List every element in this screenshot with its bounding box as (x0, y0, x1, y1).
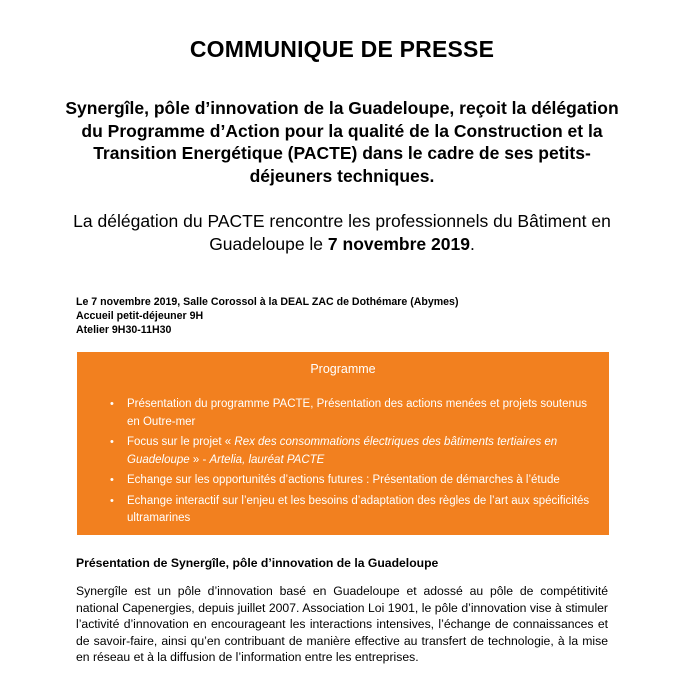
list-item-text: Echange sur les opportunités d’actions futures : Présentation de démarches à l’étude (127, 474, 560, 486)
event-info (76, 295, 636, 337)
list-item-text: Echange interactif sur l’enjeu et les besoins d’adaptation des règles de l’art aux spécificités ultramarines (127, 494, 590, 524)
bullet-icon: • (110, 436, 114, 448)
list-item-prefix: Focus sur le projet « (127, 436, 235, 448)
list-item-italic: Rex des consommations électriques des bâtiments tertiaires en Guadeloupe (127, 436, 558, 466)
event-info-line: Atelier 9H30-11H30 (76, 324, 172, 336)
event-info-line: Le 7 novembre 2019, Salle Corossol à la DEAL ZAC de Dothémare (Abymes) (76, 296, 459, 308)
lead-text: La délégation du PACTE rencontre les professionnels du Bâtiment en Guadeloupe le (73, 211, 611, 254)
lead-date: 7 novembre 2019 (327, 233, 470, 254)
section-body: Synergîle est un pôle d’innovation basé en Guadeloupe et adossé au pôle de compétitivité national Capenergies, depuis juillet 2007. Association Loi 1901, le pôle d’innovation vise à stimuler l’activité d’innovation en encourageant les interactions intensives, l’échange de connaissances et de savoir-faire, ainsi qu’en contribuant de manière effective au transfert de technologie, à la mise en réseau et à la diffusion de l’information entre les entreprises. (76, 584, 608, 665)
programme-title: Programme (310, 362, 376, 376)
list-item (77, 472, 609, 490)
bullet-icon: • (110, 494, 114, 507)
event-info-line: Accueil petit-déjeuner 9H (76, 310, 204, 322)
section-heading: Présentation de Synergîle, pôle d’innovation de la Guadeloupe (76, 556, 439, 570)
bullet-icon: • (110, 474, 114, 486)
list-item-text: Présentation du programme PACTE, Présentation des actions menées et projets soutenus en Outre-mer (127, 398, 588, 428)
programme-box (77, 352, 609, 535)
bullet-icon: • (110, 398, 114, 410)
list-item (77, 493, 609, 528)
lead-end: . (469, 233, 475, 254)
list-item (77, 434, 609, 469)
document-title: COMMUNIQUE DE PRESSE (189, 36, 495, 62)
lead-paragraph (60, 210, 624, 255)
list-item-suffix: » - (189, 453, 210, 466)
programme-list (77, 396, 609, 531)
list-item-italic-author: Artelia, lauréat PACTE (209, 453, 325, 466)
document-subtitle: Synergîle, pôle d’innovation de la Guadeloupe, reçoit la délégation du Programme d’Action pour la qualité de la Construction et la Transition Energétique (PACTE) dans le cadre de ses petits-déjeuners techniques. (65, 98, 619, 186)
list-item (77, 396, 609, 431)
